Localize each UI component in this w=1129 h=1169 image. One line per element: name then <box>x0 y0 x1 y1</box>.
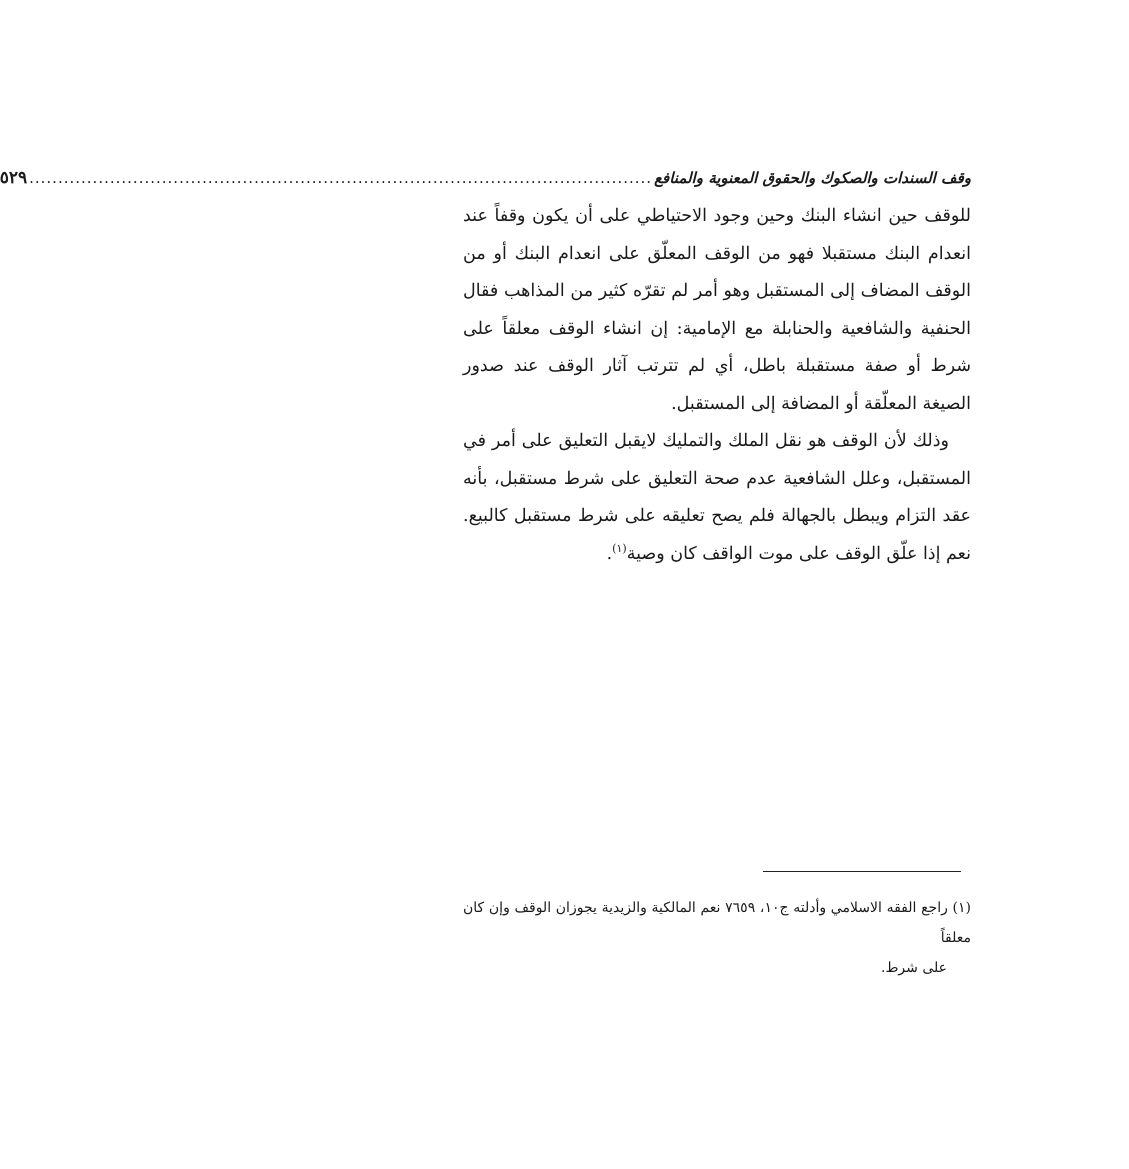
footnote-divider <box>763 871 961 872</box>
footnote-1-line-1: (١) راجع الفقه الاسلامي وأدلته ج١٠، ٧٦٥٩ نعم المالكية والزيدية يجوزان الوقف وإن كان معلقاً <box>463 900 972 946</box>
running-header-title: وقف السندات والصكوك والحقوق المعنوية والمنافع <box>654 169 971 187</box>
page-number: ٥٢٩ <box>0 168 28 188</box>
body-text <box>463 198 971 573</box>
footnotes <box>463 893 971 983</box>
page-content <box>0 168 971 573</box>
paragraph-2 <box>463 423 971 573</box>
paragraph-2-end: . <box>606 543 613 564</box>
running-header <box>0 168 971 198</box>
dot-leader: ............................................................................................................ <box>29 169 653 187</box>
paragraph-1: للوقف حين انشاء البنك وحين وجود الاحتياطي على أن يكون وقفاً عند انعدام البنك مستقبلا فهو من الوقف المعلّق على انعدام البنك أو من الوقف المضاف إلى المستقبل وهو أمر لم تقرّه كثير من المذاهب فقال الحنفية والشافعية والحنابلة مع الإمامية: إن انشاء الوقف معلقاً على شرط أو صفة مستقبلة باطل، أي لم تترتب آثار الوقف عند صدور الصيغة المعلّقة أو المضافة إلى المستقبل. <box>463 206 971 414</box>
paragraph-2-text: وذلك لأن الوقف هو نقل الملك والتمليك لايقبل التعليق على أمر في المستقبل، وعلل الشافعية عدم صحة التعليق على شرط مستقبل، بأنه عقد التزام ويبطل بالجهالة فلم يصح تعليقه على شرط مستقبل كالبيع. نعم إذا علّق الوقف على موت الواقف كان وصية <box>463 431 971 564</box>
footnote-1-line-2: على شرط. <box>881 960 947 976</box>
footnote-reference[interactable]: (١) <box>612 541 627 555</box>
